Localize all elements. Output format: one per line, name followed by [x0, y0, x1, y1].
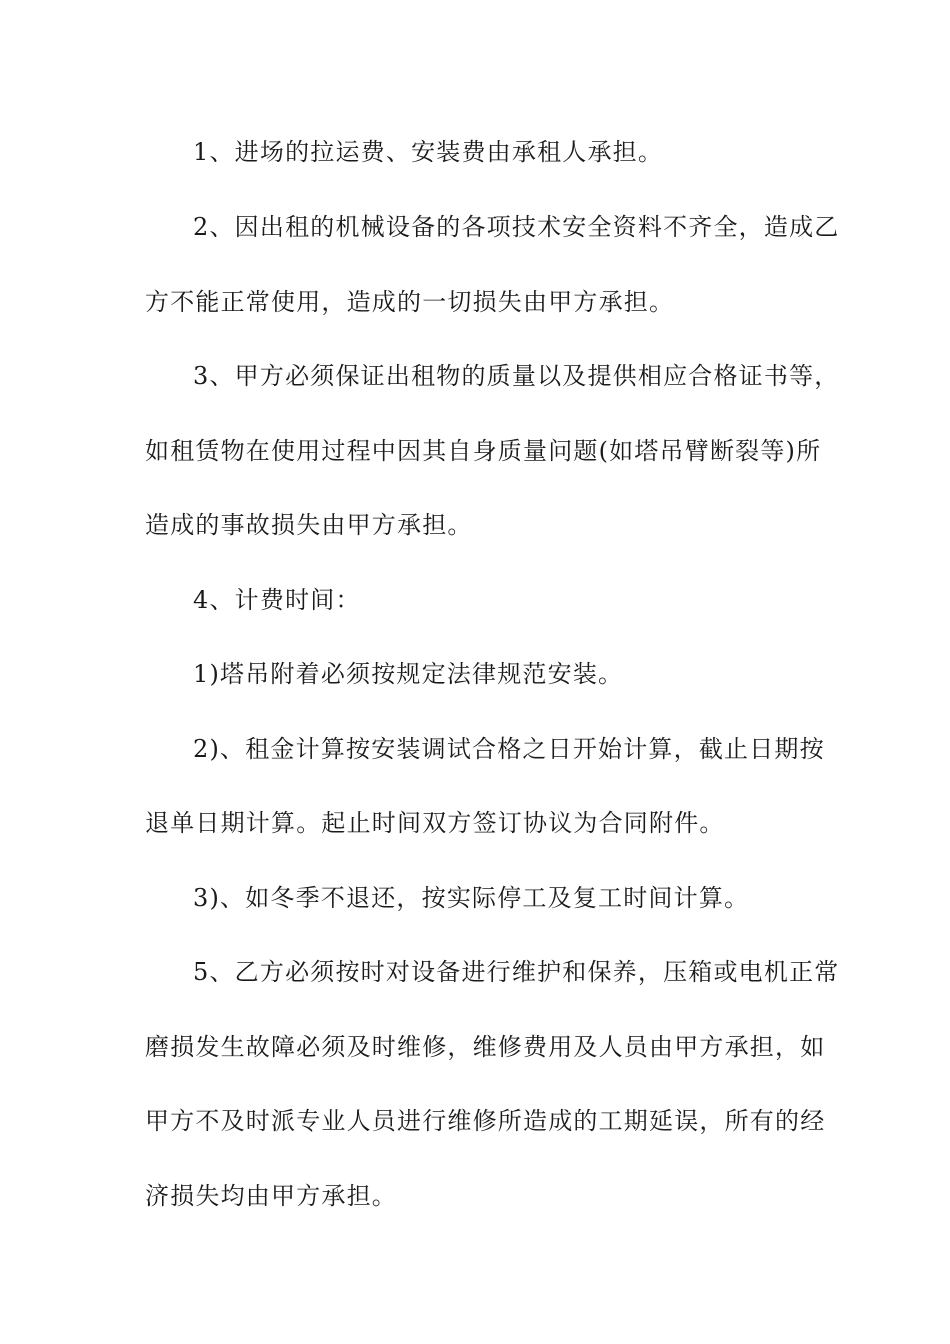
- clause-4-item-1: 1)塔吊附着必须按规定法律规范安装。: [193, 660, 624, 688]
- clause-3-continued: 造成的事故损失由甲方承担。: [145, 511, 473, 539]
- clause-2-continued: 方不能正常使用，造成的一切损失由甲方承担。: [145, 288, 675, 316]
- clause-3-continued: 如租赁物在使用过程中因其自身质量问题(如塔吊臂断裂等)所: [145, 437, 822, 465]
- clause-2: 2、因出租的机械设备的各项技术安全资料不齐全，造成乙: [193, 213, 840, 241]
- clause-5-continued: 磨损发生故障必须及时维修，维修费用及人员由甲方承担，如: [145, 1033, 826, 1061]
- clause-1: 1、进场的拉运费、安装费由承租人承担。: [193, 138, 664, 166]
- clause-5: 5、乙方必须按时对设备进行维护和保养，压箱或电机正常: [193, 958, 840, 986]
- clause-5-continued: 济损失均由甲方承担。: [145, 1182, 397, 1210]
- clause-4-heading: 4、计费时间：: [193, 586, 361, 614]
- clause-3: 3、甲方必须保证出租物的质量以及提供相应合格证书等，: [193, 362, 840, 390]
- clause-4-item-2: 2)、租金计算按安装调试合格之日开始计算，截止日期按: [193, 735, 825, 763]
- clause-4-item-3: 3)、如冬季不退还，按实际停工及复工时间计算。: [193, 884, 750, 912]
- clause-4-item-2-continued: 退单日期计算。起止时间双方签订协议为合同附件。: [145, 809, 725, 837]
- clause-5-continued: 甲方不及时派专业人员进行维修所造成的工期延误，所有的经: [145, 1107, 826, 1135]
